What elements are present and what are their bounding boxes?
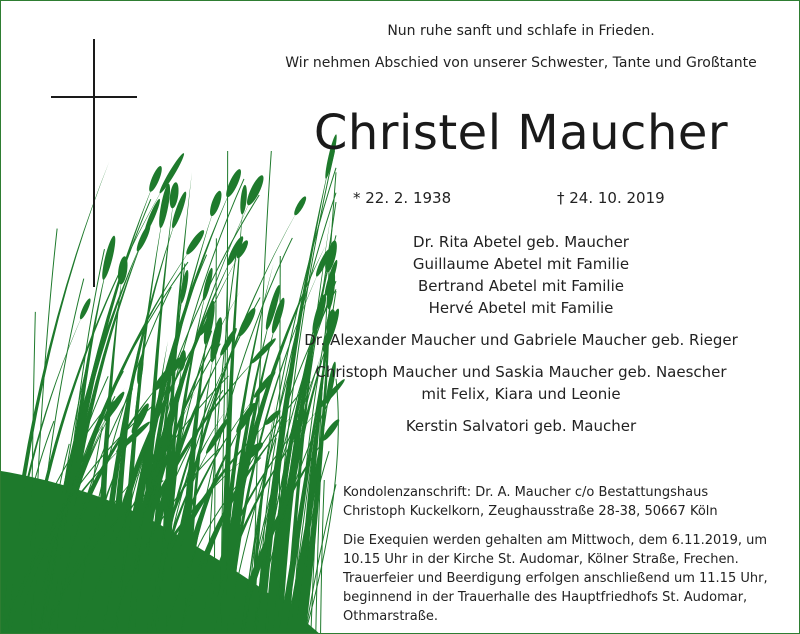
grass-seedhead (292, 195, 308, 217)
grass-seedhead (223, 168, 243, 199)
mourner-line: Hervé Abetel mit Familie (428, 299, 614, 317)
cross-icon-bar (51, 96, 137, 98)
funeral-line: beginnend in der Trauerhalle des Hauptfriedhofs St. Audomar, (343, 590, 748, 605)
grass-seedhead (239, 185, 248, 215)
death-date: † 24. 10. 2019 (557, 189, 665, 207)
funeral-line: Trauerfeier und Beerdigung erfolgen anschließend um 11.15 Uhr, (343, 571, 768, 586)
cross-icon (93, 39, 95, 287)
mourner-group (251, 231, 791, 319)
funeral-info (343, 531, 771, 626)
mourner-line: Christoph Maucher und Saskia Maucher geb. Naescher (315, 363, 727, 381)
intro-text: Wir nehmen Abschied von unserer Schwester, Tante und Großtante (285, 55, 757, 71)
mourner-line: Dr. Rita Abetel geb. Maucher (413, 233, 629, 251)
condolence-line: Kondolenzanschrift: Dr. A. Maucher c/o Bestattungshaus (343, 485, 709, 500)
funeral-line: 10.15 Uhr in der Kirche St. Audomar, Kölner Straße, Frechen. (343, 552, 739, 567)
grass-seedhead (78, 297, 92, 320)
mourner-group (251, 361, 791, 405)
mourner-line: Bertrand Abetel mit Familie (418, 277, 624, 295)
verse: Nun ruhe sanft und schlafe in Frieden. (387, 23, 655, 39)
funeral-line: Die Exequien werden gehalten am Mittwoch, dem 6.11.2019, um (343, 533, 768, 548)
deceased-name: Christel Maucher (313, 105, 729, 161)
birth-date: * 22. 2. 1938 (353, 189, 452, 207)
mourner-line: Dr. Alexander Maucher und Gabriele Maucher geb. Rieger (304, 331, 738, 349)
mourner-line: Guillaume Abetel mit Familie (412, 255, 630, 273)
grass-seedhead (208, 190, 224, 218)
condolence-address (343, 483, 771, 521)
funeral-line: Othmarstraße. (343, 609, 439, 624)
mourner-line: mit Felix, Kiara und Leonie (421, 385, 621, 403)
mourners-list (251, 231, 791, 447)
mourner-line: Kerstin Salvatori geb. Maucher (405, 417, 637, 435)
condolence-line: Christoph Kuckelkorn, Zeughausstraße 28-38, 50667 Köln (343, 504, 718, 519)
grass-seedhead (142, 198, 162, 235)
grass-seedhead (157, 183, 172, 229)
mourner-group (251, 415, 791, 437)
mourner-group (251, 329, 791, 351)
